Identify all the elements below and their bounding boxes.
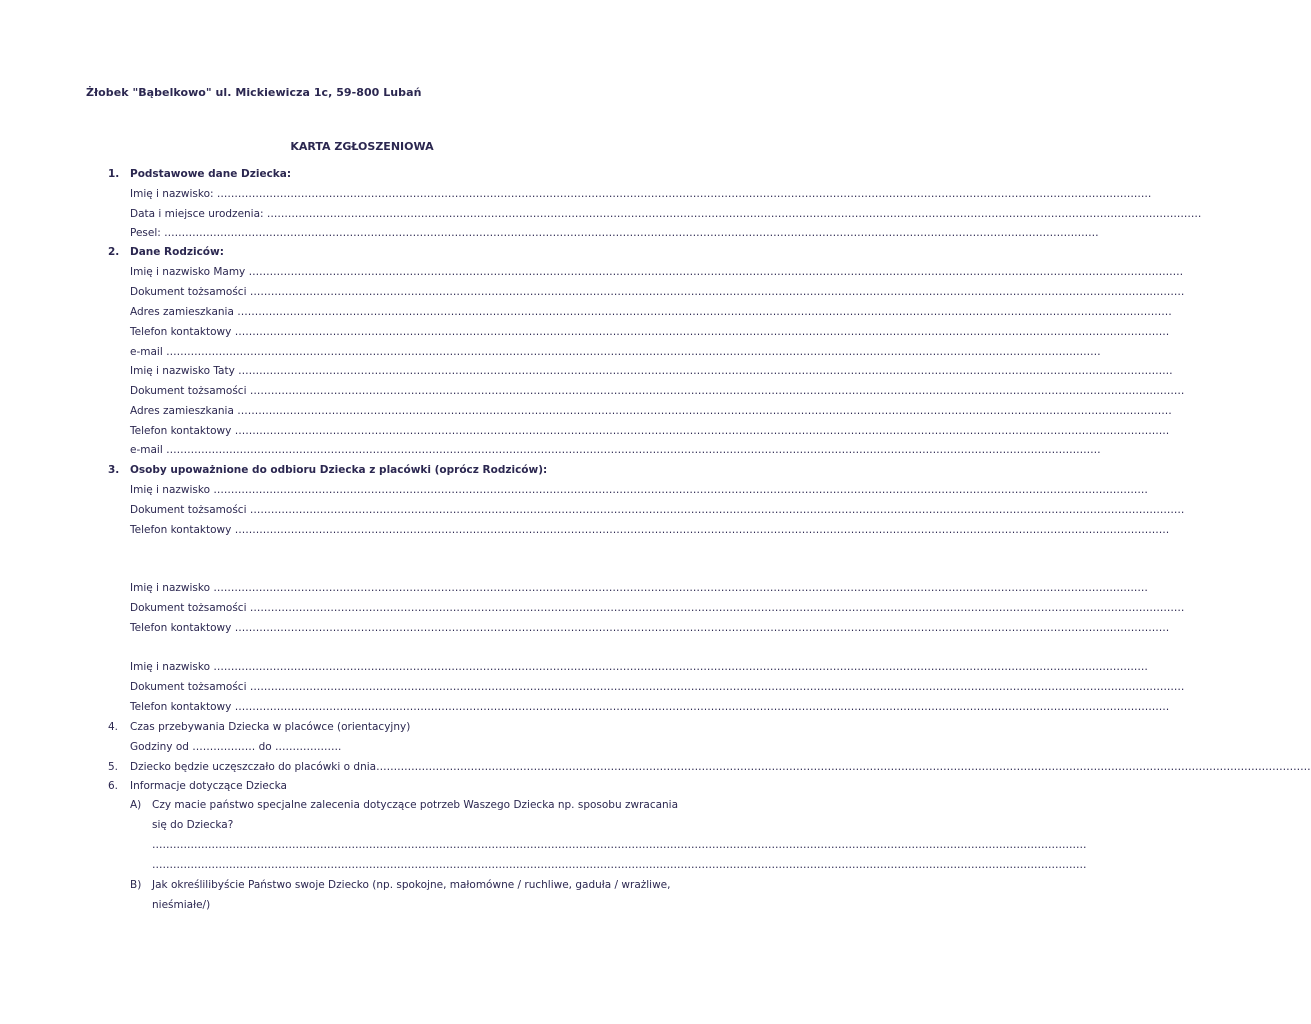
section-2-heading: Dane Rodziców: (130, 246, 224, 258)
dotted-line: …………………………………………………………………………………………………………………………………………………………………………………………………………………………………………… (213, 484, 1148, 496)
field-label: Imię i nazwisko (130, 484, 211, 496)
field-label: Adres zamieszkania (130, 405, 234, 417)
dotted-line: …………………………………………………………………………………………………………………………………………………………………………………………………………………………………………… (238, 365, 1173, 377)
field-label: Dziecko będzie uczęszczało do placówki o dnia (130, 761, 377, 773)
child-name-field[interactable] (130, 187, 1152, 201)
field-label: Imię i nazwisko: (130, 188, 214, 200)
question-b-text-cont: nieśmiałe/) (152, 899, 211, 911)
question-b-letter: B) (130, 879, 142, 891)
question-a-text-cont: się do Dziecka? (152, 819, 234, 831)
person1-name-field[interactable] (130, 483, 1148, 497)
question-a-letter: A) (130, 799, 142, 811)
field-label: Telefon kontaktowy (130, 326, 232, 338)
dotted-line: …………………………………………………………………………………………………………………………………………………………………………………………………………………………………………… (249, 385, 1185, 397)
mother-name-field[interactable] (130, 265, 1184, 279)
dotted-line: …………………………………………………………………………………………………………………………………………………………………………………………………………………………………………… (213, 661, 1148, 673)
field-label: e-mail (130, 444, 163, 456)
dotted-line: …………………………………………………………………………………………………………………………………………………………………………………………………………………………………………… (216, 188, 1152, 200)
dotted-line: …………………………………………………………………………………………………………………………………………………………………………………………………………………………………………… (234, 622, 1170, 634)
field-label: Dokument tożsamości (130, 385, 247, 397)
dotted-line: …………………………………………………………………………………………………………………………………………………………………………………………………………………………………………… (234, 326, 1170, 338)
field-label: Telefon kontaktowy (130, 622, 232, 634)
field-label: Telefon kontaktowy (130, 701, 232, 713)
person2-name-field[interactable] (130, 581, 1148, 595)
question-a-text: Czy macie państwo specjalne zalecenia dotyczące potrzeb Waszego Dziecka np. sposobu zwracania (152, 799, 679, 811)
section-6-text: Informacje dotyczące Dziecka (130, 780, 287, 792)
field-label: Imię i nazwisko (130, 661, 211, 673)
form-title: KARTA ZGŁOSZENIOWA (290, 140, 434, 153)
start-date-field[interactable] (130, 760, 1311, 774)
field-label: e-mail (130, 346, 163, 358)
dotted-line: …………………………………………………………………………………………………………………………………………………………………………………………………………………………………………… (237, 405, 1172, 417)
section-5-number: 5. (108, 761, 119, 773)
child-pesel-field[interactable] (130, 226, 1099, 240)
child-birth-field[interactable] (130, 207, 1202, 221)
section-6-number: 6. (108, 780, 119, 792)
field-label: Imię i nazwisko Mamy (130, 266, 246, 278)
person3-phone-field[interactable] (130, 700, 1170, 714)
father-phone-field[interactable] (130, 424, 1170, 438)
nursery-header: Żłobek "Bąbelkowo" ul. Mickiewicza 1c, 59-800 Lubań (86, 86, 422, 99)
dotted-line: …………………………………………………………………………………………………………………………………………………………………………………………………………………………………………… (376, 761, 1311, 773)
mother-phone-field[interactable] (130, 325, 1170, 339)
dotted-line: …………………………………………………………………………………………………………………………………………………………………………………………………………………………………………… (166, 346, 1101, 358)
father-document-field[interactable] (130, 384, 1185, 398)
field-label: Imię i nazwisko Taty (130, 365, 235, 377)
section-1-heading: Podstawowe dane Dziecka: (130, 168, 292, 180)
section-4-text: Czas przebywania Dziecka w placówce (orientacyjny) (130, 721, 411, 733)
dotted-line: …………………………………………………………………………………………………………………………………………………………………………………………………………………………………………… (249, 681, 1185, 693)
section-3-number: 3. (108, 464, 120, 476)
section-3-heading: Osoby upoważnione do odbioru Dziecka z placówki (oprócz Rodziców): (130, 464, 548, 476)
field-label: Dokument tożsamości (130, 504, 247, 516)
section-2-number: 2. (108, 246, 120, 258)
mother-address-field[interactable] (130, 305, 1172, 319)
mother-document-field[interactable] (130, 285, 1185, 299)
dotted-line: …………………………………………………………………………………………………………………………………………………………………………………………………………………………………………… (266, 208, 1202, 220)
person3-document-field[interactable] (130, 680, 1185, 694)
person2-phone-field[interactable] (130, 621, 1170, 635)
person1-document-field[interactable] (130, 503, 1185, 517)
section-4-number: 4. (108, 721, 119, 733)
field-label: Imię i nazwisko (130, 582, 211, 594)
mother-email-field[interactable] (130, 345, 1101, 359)
dotted-line: …………………………………………………………………………………………………………………………………………………………………………………………………………………………………………… (166, 444, 1101, 456)
field-label: Data i miejsce urodzenia: (130, 208, 264, 220)
dotted-line: …………………………………………………………………………………………………………………………………………………………………………………………………………………………………………… (248, 266, 1184, 278)
answer-a-line-1[interactable]: …………………………………………………………………………………………………………………………………………………………………………………………………………………………………………… (152, 839, 1087, 851)
answer-a-line-2[interactable]: …………………………………………………………………………………………………………………………………………………………………………………………………………………………………………… (152, 859, 1087, 871)
dotted-line: …………………………………………………………………………………………………………………………………………………………………………………………………………………………………………… (234, 425, 1170, 437)
field-label: Telefon kontaktowy (130, 425, 232, 437)
dotted-line: …………………………………………………………………………………………………………………………………………………………………………………………………………………………………………… (249, 286, 1185, 298)
dotted-line: …………………………………………………………………………………………………………………………………………………………………………………………………………………………………………… (234, 524, 1170, 536)
dotted-line: …………………………………………………………………………………………………………………………………………………………………………………………………………………………………………… (234, 701, 1170, 713)
person2-document-field[interactable] (130, 601, 1185, 615)
dotted-line: …………………………………………………………………………………………………………………………………………………………………………………………………………………………………………… (213, 582, 1148, 594)
field-label: Pesel: (130, 227, 161, 239)
field-label: Dokument tożsamości (130, 681, 247, 693)
dotted-line: …………………………………………………………………………………………………………………………………………………………………………………………………………………………………………… (164, 227, 1099, 239)
person1-phone-field[interactable] (130, 523, 1170, 537)
dotted-line: …………………………………………………………………………………………………………………………………………………………………………………………………………………………………………… (249, 504, 1185, 516)
person3-name-field[interactable] (130, 660, 1148, 674)
field-label: Dokument tożsamości (130, 602, 247, 614)
father-email-field[interactable] (130, 443, 1101, 457)
father-name-field[interactable] (130, 364, 1173, 378)
field-label: Adres zamieszkania (130, 306, 234, 318)
dotted-line: …………………………………………………………………………………………………………………………………………………………………………………………………………………………………………… (237, 306, 1172, 318)
question-b-text: Jak określilibyście Państwo swoje Dziecko (np. spokojne, małomówne / ruchliwe, gaduła / wrażliwe, (152, 879, 671, 891)
section-1-number: 1. (108, 168, 120, 180)
field-label: Dokument tożsamości (130, 286, 247, 298)
dotted-line: …………………………………………………………………………………………………………………………………………………………………………………………………………………………………………… (249, 602, 1185, 614)
field-label: Telefon kontaktowy (130, 524, 232, 536)
hours-field[interactable]: Godziny od ……………… do ………………. (130, 741, 342, 753)
father-address-field[interactable] (130, 404, 1172, 418)
